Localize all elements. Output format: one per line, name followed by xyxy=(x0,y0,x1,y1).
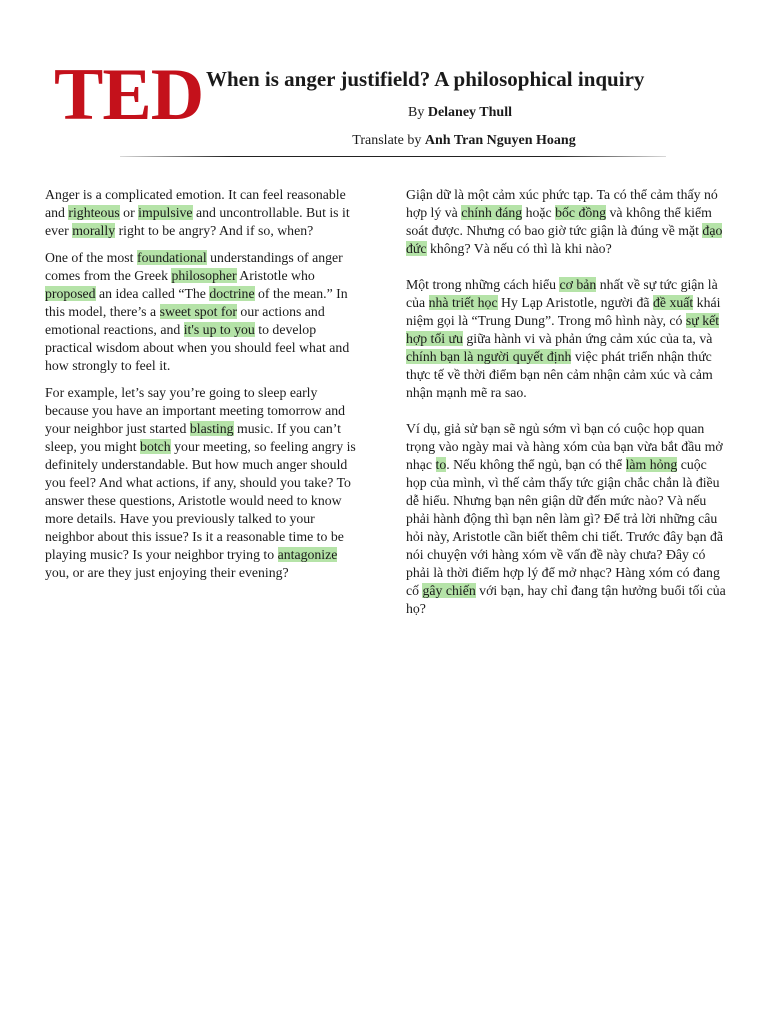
highlighted-term: doctrine xyxy=(209,286,255,301)
author-name: Delaney Thull xyxy=(427,105,512,120)
text-run: việc phát triển nhận thức thực tế về thời điểm bạn nên cảm nhận cảm xúc và cảm nhận mạnh mẽ ra sao. xyxy=(406,349,713,400)
highlighted-term: sự kết hợp tối ưu xyxy=(406,313,720,346)
text-run: music. If you can’t sleep, you might xyxy=(45,421,341,454)
vietnamese-column xyxy=(406,186,728,636)
text-run: our actions and emotional reactions, and xyxy=(45,304,325,337)
highlighted-term: sweet spot for xyxy=(159,304,237,319)
highlighted-term: chính bạn là người quyết định xyxy=(406,349,572,364)
highlighted-term: đề xuất xyxy=(652,295,694,310)
text-run: Aristotle who xyxy=(236,268,315,283)
highlighted-term: làm hỏng xyxy=(625,457,678,472)
text-run: Một trong những cách hiểu xyxy=(406,277,560,292)
text-run: khái niệm gọi là “Trung Dung”. Trong mô hình này, có xyxy=(406,295,721,328)
ted-logo: TED xyxy=(54,54,204,136)
text-run: right to be angry? And if so, when? xyxy=(115,223,314,238)
text-run: Hy Lạp Aristotle, người đã xyxy=(497,295,653,310)
highlighted-term: morally xyxy=(72,223,116,238)
text-run: hoặc xyxy=(522,205,556,220)
highlighted-term: righteous xyxy=(68,205,120,220)
document-title: When is anger justifield? A philosophical inquiry xyxy=(206,67,645,91)
en-paragraph-2 xyxy=(45,249,361,375)
en-paragraph-3 xyxy=(45,384,361,582)
text-run: với bạn, hay chỉ đang tận hưởng buổi tối của họ? xyxy=(406,583,726,616)
text-run: your meeting, so feeling angry is definitely understandable. But how much anger should you feel? And what actions, if any, should you take? To answer these questions, Aristotle would need to know more details. Have you previously talked to your neighbor about this issue? Is it a reasonable time to be playing music? Is your neighbor trying to xyxy=(45,439,356,562)
highlighted-term: đạo đức xyxy=(406,223,723,256)
header-divider xyxy=(120,156,666,157)
text-run: For example, let’s say you’re going to sleep early because you have an important meeting tomorrow and your neighbor just started xyxy=(45,385,345,436)
text-run: Giận dữ là một cảm xúc phức tạp. Ta có thể cảm thấy nó hợp lý và xyxy=(406,187,718,220)
text-run: and uncontrollable. But is it ever xyxy=(45,205,350,238)
highlighted-term: it's up to you xyxy=(183,322,255,337)
author-prefix: By xyxy=(408,105,428,120)
en-paragraph-1 xyxy=(45,186,361,240)
highlighted-term: blasting xyxy=(189,421,234,436)
highlighted-term: philosopher xyxy=(171,268,237,283)
text-run: to develop practical wisdom about when you should feel what and how strongly to feel it. xyxy=(45,322,350,373)
translator-name: Anh Tran Nguyen Hoang xyxy=(424,133,576,148)
text-run: Ví dụ, giả sử bạn sẽ ngủ sớm vì bạn có cuộc họp quan trọng vào ngày mai và hàng xóm của bạn vừa bắt đầu mở nhạc xyxy=(406,421,723,472)
highlighted-term: antagonize xyxy=(277,547,338,562)
highlighted-term: proposed xyxy=(45,286,96,301)
text-run: không? Và nếu có thì là khi nào? xyxy=(426,241,612,256)
highlighted-term: bốc đồng xyxy=(555,205,607,220)
text-run: you, or are they just enjoying their evening? xyxy=(45,565,289,580)
vi-paragraph-1 xyxy=(406,186,728,258)
text-run: of the mean.” In this model, there’s a xyxy=(45,286,348,319)
text-run: understandings of anger comes from the Greek xyxy=(45,250,343,283)
translator-line xyxy=(240,132,688,150)
highlighted-term: cơ bản xyxy=(559,277,597,292)
vi-paragraph-2 xyxy=(406,276,728,402)
english-column xyxy=(45,186,361,591)
text-run: or xyxy=(119,205,139,220)
text-run: . Nếu không thể ngủ, bạn có thể xyxy=(446,457,626,472)
text-run: an idea called “The xyxy=(95,286,210,301)
highlighted-term: nhà triết học xyxy=(428,295,498,310)
highlighted-term: gây chiến xyxy=(422,583,476,598)
highlighted-term: to xyxy=(435,457,447,472)
translator-prefix: Translate by xyxy=(352,133,425,148)
text-run: One of the most xyxy=(45,250,137,265)
text-run: giữa hành vi và phản ứng cảm xúc của ta, và xyxy=(462,331,713,346)
highlighted-term: impulsive xyxy=(138,205,193,220)
text-run: cuộc họp của mình, vì thế cảm thấy tức giận chắc chắn là điều dễ hiểu. Nhưng bạn nên giận dữ đến mức nào? Và nếu phải hành động thì bạn nên làm gì? Để trả lời những câu hỏi này, Aristotle cần biết thêm chi tiết. Trước đây bạn đã nói chuyện với hàng xóm về vấn đề này chưa? Đây có phải là thời điểm hợp lý để mở nhạc? Hàng xóm có đang cố xyxy=(406,457,723,598)
highlighted-term: foundational xyxy=(136,250,207,265)
vi-paragraph-3 xyxy=(406,420,728,618)
highlighted-term: botch xyxy=(140,439,171,454)
highlighted-term: chính đáng xyxy=(461,205,523,220)
author-line xyxy=(310,104,610,122)
text-run: nhất về sự tức giận là của xyxy=(406,277,718,310)
text-run: và không thể kiểm soát được. Nhưng có bao giờ tức giận là đúng về mặt xyxy=(406,205,712,238)
text-run: Anger is a complicated emotion. It can feel reasonable and xyxy=(45,187,346,220)
